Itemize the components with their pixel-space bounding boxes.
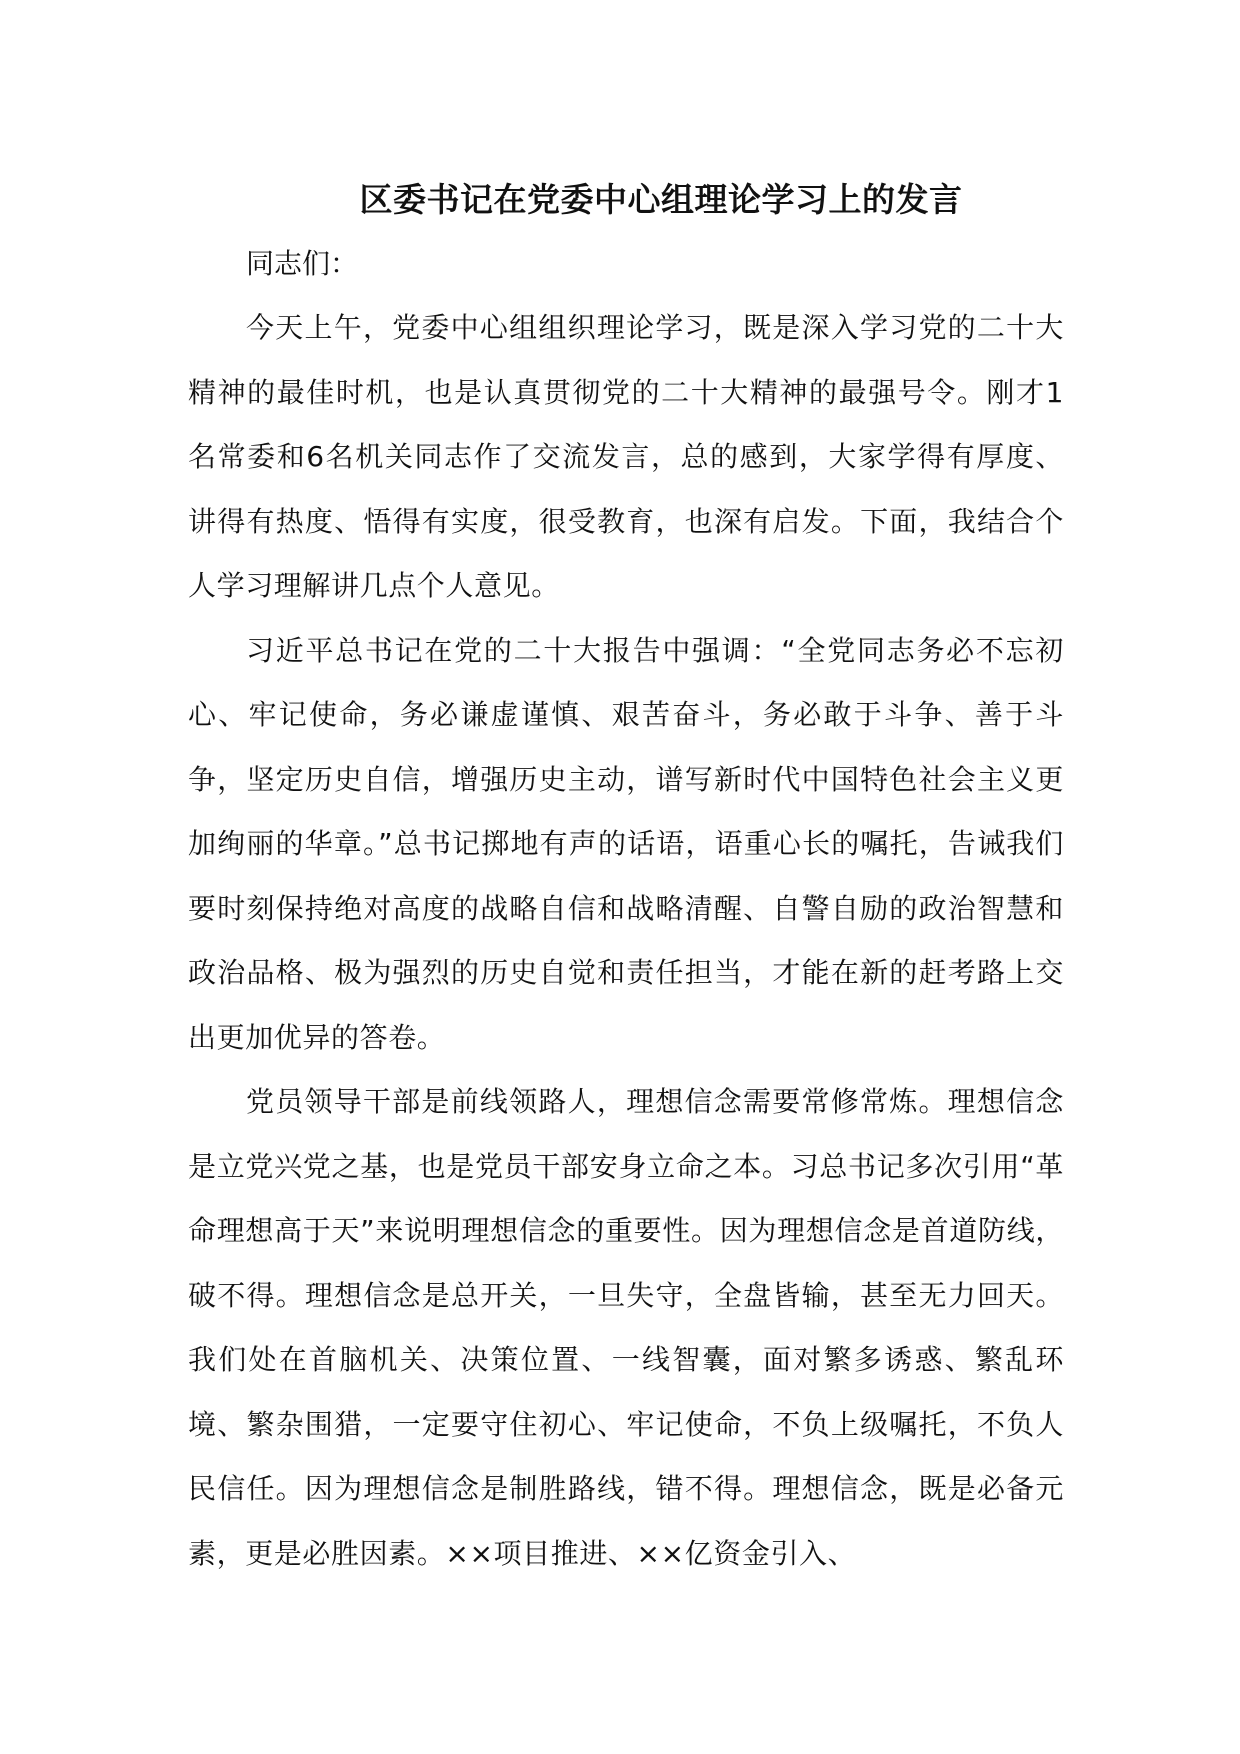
paragraph-2: 习近平总书记在党的二十大报告中强调：“全党同志务必不忘初心、牢记使命，务必谦虚谨慎、艰苦奋斗，务必敢于斗争、善于斗争，坚定历史自信，增强历史主动，谱写新时代中国特色社会主义更加绚丽的华章。”总书记掷地有声的话语，语重心长的嘱托，告诫我们要时刻保持绝对高度的战略自信和战略清醒、自警自励的政治智慧和政治品格、极为强烈的历史自觉和责任担当，才能在新的赶考路上交出更加优异的答卷。	[188, 633, 1064, 1054]
paragraph-1: 今天上午，党委中心组组织理论学习，既是深入学习党的二十大精神的最佳时机，也是认真贯彻党的二十大精神的最强号令。刚才1名常委和6名机关同志作了交流发言，总的感到，大家学得有厚度、讲得有热度、悟得有实度，很受教育，也深有启发。下面，我结合个人学习理解讲几点个人意见。	[188, 311, 1064, 602]
salutation: 同志们：	[246, 247, 359, 280]
paragraph-3: 党员领导干部是前线领路人，理想信念需要常修常炼。理想信念是立党兴党之基，也是党员干部安身立命之本。习总书记多次引用“革命理想高于天”来说明理想信念的重要性。因为理想信念是首道防线，破不得。理想信念是总开关，一旦失守，全盘皆输，甚至无力回天。我们处在首脑机关、决策位置、一线智囊，面对繁多诱惑、繁乱环境、繁杂围猎，一定要守住初心、牢记使命，不负上级嘱托，不负人民信任。因为理想信念是制胜路线，错不得。理想信念，既是必备元素，更是必胜因素。××项目推进、××亿资金引入、	[188, 1085, 1064, 1570]
document-page	[188, 168, 1064, 1586]
document-title: 区委书记在党委中心组理论学习上的发言	[359, 180, 963, 219]
